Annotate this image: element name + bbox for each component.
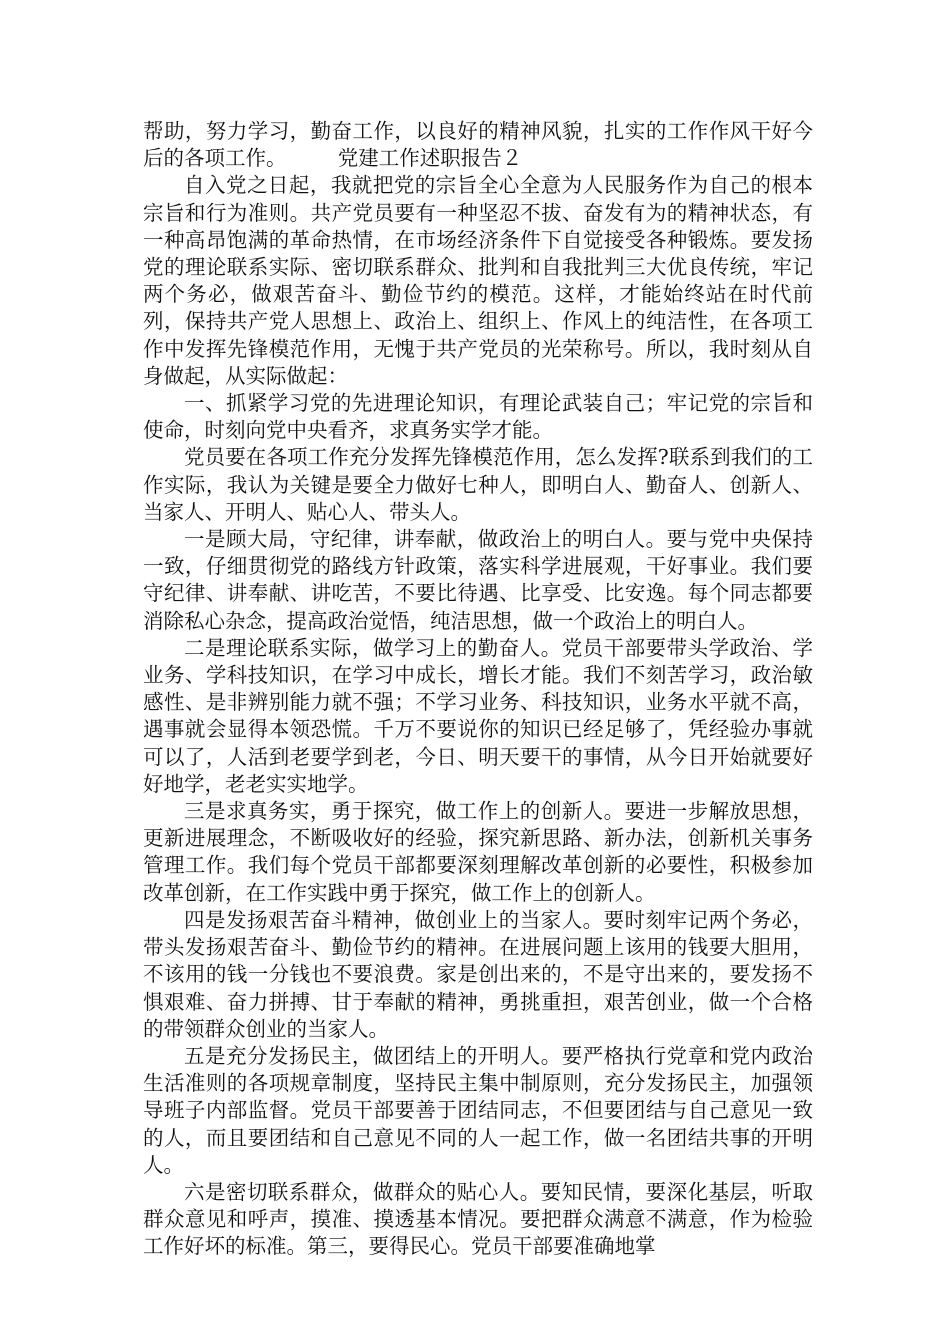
paragraph-diligent-person: 二是理论联系实际，做学习上的勤奋人。党员干部要带头学政治、学业务、学科技知识，在学习中成长，增长才能。我们不刻苦学习，政治敏感性、是非辨别能力就不强；不学习业务、科技知识，业务水平就不高，遇事就会显得本领恐慌。千万不要说你的知识已经足够了，凭经验办事就可以了，人活到老要学到老，今日、明天要干的事情，从今日开始就要好好地学，老老实实地学。 [143,635,813,796]
paragraph-open-minded-person: 五是充分发扬民主，做团结上的开明人。要严格执行党章和党内政治生活准则的各项规章制度，坚持民主集中制原则，充分发扬民主，加强领导班子内部监督。党员干部要善于团结同志，不但要团结与自己意见一致的人，而且要团结和自己意见不同的人一起工作，做一名团结共事的开明人。 [143,1043,813,1177]
paragraph-caring-person: 六是密切联系群众，做群众的贴心人。要知民情，要深化基层，听取群众意见和呼声，摸准、摸透基本情况。要把群众满意不满意，作为检验工作好坏的标准。第三，要得民心。党员干部要准确地掌 [143,1179,813,1259]
paragraph-innovative-person: 三是求真务实，勇于探究，做工作上的创新人。要进一步解放思想，更新进展理念，不断吸收好的经验，探究新思路、新办法，创新机关事务管理工作。我们每个党员干部都要深刻理解改革创新的必要性，积极参加改革创新，在工作实践中勇于探究，做工作上的创新人。 [143,799,813,905]
paragraph-understanding-person: 一是顾大局，守纪律，讲奉献，做政治上的明白人。要与党中央保持一致，仔细贯彻党的路线方针政策，落实科学进展观，干好事业。我们要守纪律、讲奉献、讲吃苦，不要比待遇、比享受、比安逸。每个同志都要消除私心杂念，提高政治觉悟，纯洁思想，做一个政治上的明白人。 [143,527,813,633]
paragraph-closing-and-title: 帮助，努力学习，勤奋工作，以良好的精神风貌，扎实的工作作风干好今后的各项工作。 党建工作述职报告２ [143,119,813,171]
paragraph-point-one: 一、抓紧学习党的先进理论知识，有理论武装自己；牢记党的宗旨和使命，时刻向党中央看齐，求真务实学才能。 [143,391,813,443]
paragraph-householder-person: 四是发扬艰苦奋斗精神，做创业上的当家人。要时刻牢记两个务必，带头发扬艰苦奋斗、勤俭节约的精神。在进展问题上该用的钱要大胆用，不该用的钱一分钱也不要浪费。家是创出来的，不是守出来的，要发扬不惧艰难、奋力拼搏、甘于奉献的精神，勇挑重担，艰苦创业，做一个合格的带领群众创业的当家人。 [143,907,813,1041]
document-page [143,118,813,1261]
paragraph-seven-people: 党员要在各项工作充分发挥先锋模范作用，怎么发挥?联系到我们的工作实际，我认为关键是要全力做好七种人，即明白人、勤奋人、创新人、当家人、开明人、贴心人、带头人。 [143,445,813,524]
paragraph-intro: 自入党之日起，我就把党的宗旨全心全意为人民服务作为自己的根本宗旨和行为准则。共产党员要有一种坚忍不拔、奋发有为的精神状态，有一种高昂饱满的革命热情，在市场经济条件下自觉接受各种锻炼。要发扬党的理论联系实际、密切联系群众、批判和自我批判三大优良传统，牢记两个务必，做艰苦奋斗、勤俭节约的模范。这样，才能始终站在时代前列，保持共产党人思想上、政治上、组织上、作风上的纯洁性，在各项工作中发挥先锋模范作用，无愧于共产党员的光荣称号。所以，我时刻从自身做起，从实际做起： [143,173,813,388]
